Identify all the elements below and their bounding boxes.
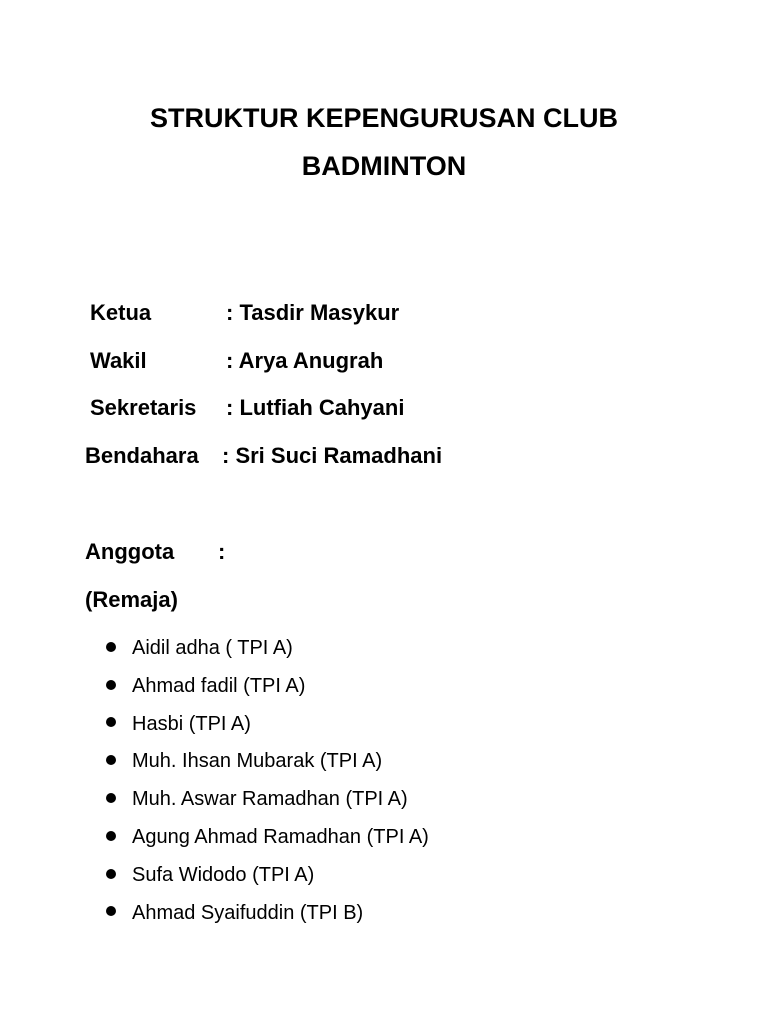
member-name: Sufa Widodo (TPI A) bbox=[132, 863, 315, 886]
member-name: Muh. Aswar Ramadhan (TPI A) bbox=[132, 788, 408, 811]
officer-name: : Tasdir Masykur bbox=[226, 300, 400, 325]
officer-role: Ketua bbox=[90, 300, 152, 325]
officer-name: : Sri Suci Ramadhani bbox=[222, 443, 443, 468]
member-name: Agung Ahmad Ramadhan (TPI A) bbox=[132, 825, 429, 848]
bullet-icon bbox=[106, 755, 116, 765]
list-item bbox=[104, 706, 429, 744]
title-line-2: BADMINTON bbox=[301, 151, 467, 181]
list-item bbox=[104, 781, 429, 819]
officer-name: : Arya Anugrah bbox=[226, 348, 384, 373]
member-name: Ahmad fadil (TPI A) bbox=[132, 674, 306, 697]
member-list bbox=[104, 630, 429, 932]
bullet-icon bbox=[106, 831, 116, 841]
title-line-1: STRUKTUR KEPENGURUSAN CLUB bbox=[149, 103, 618, 133]
officer-role: Sekretaris bbox=[90, 395, 197, 420]
officer-role: Wakil bbox=[90, 348, 147, 373]
bullet-icon bbox=[106, 869, 116, 879]
member-name: Aidil adha ( TPI A) bbox=[132, 637, 293, 659]
officer-name: : Lutfiah Cahyani bbox=[226, 395, 405, 420]
bullet-icon bbox=[106, 680, 116, 690]
list-item bbox=[104, 895, 429, 933]
officer-role: Bendahara bbox=[85, 443, 199, 468]
list-item bbox=[104, 743, 429, 781]
bullet-icon bbox=[106, 906, 116, 916]
bullet-icon bbox=[106, 793, 116, 803]
list-item bbox=[104, 630, 429, 668]
list-item bbox=[104, 668, 429, 706]
member-name: Hasbi (TPI A) bbox=[132, 712, 251, 735]
members-group-label: (Remaja) bbox=[85, 587, 178, 612]
bullet-icon bbox=[106, 717, 116, 727]
members-label: Anggota bbox=[85, 539, 175, 564]
list-item bbox=[104, 857, 429, 895]
list-item bbox=[104, 819, 429, 857]
bullet-icon bbox=[106, 642, 116, 652]
members-colon: : bbox=[218, 539, 226, 564]
members-heading bbox=[85, 537, 226, 567]
document-title bbox=[0, 94, 768, 190]
member-name: Ahmad Syaifuddin (TPI B) bbox=[132, 901, 364, 924]
member-name: Muh. Ihsan Mubarak (TPI A) bbox=[132, 750, 383, 773]
